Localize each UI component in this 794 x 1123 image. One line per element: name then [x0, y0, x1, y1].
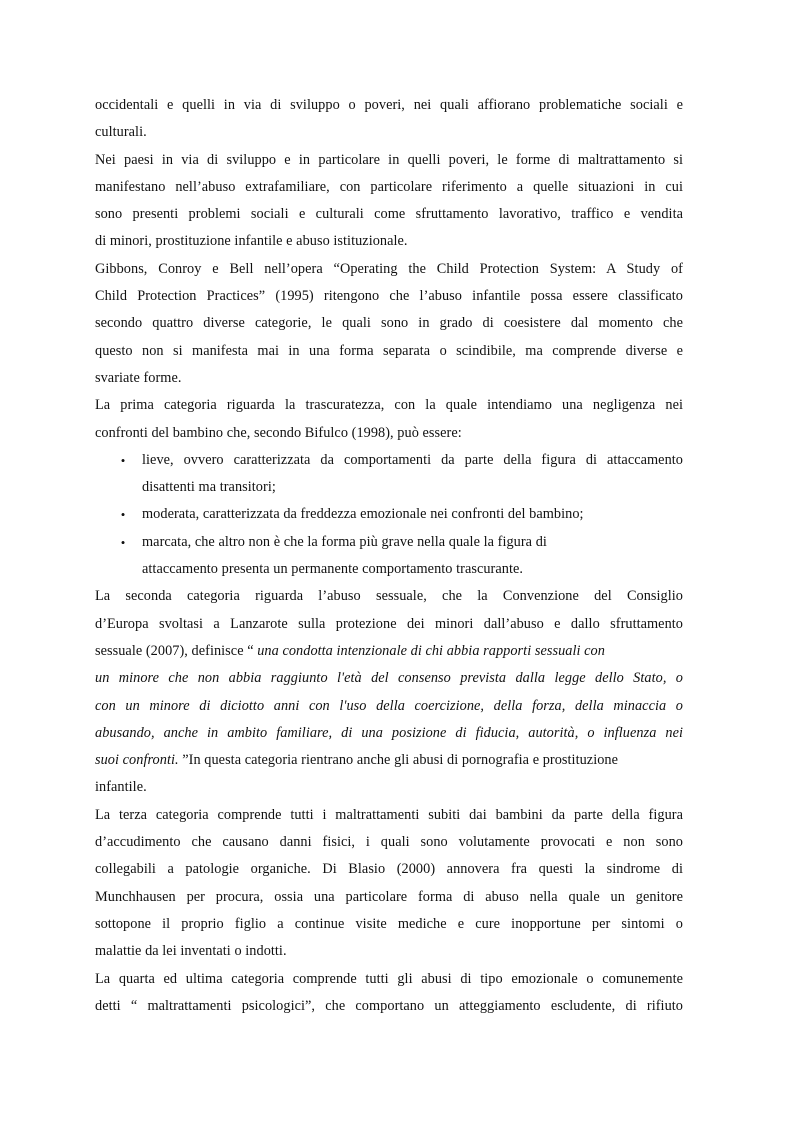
quote-text: abusando, anche in ambito familiare, di una posizione di fiducia, autorità, o influenza nei	[95, 724, 683, 741]
text-line: Nei paesi in via di sviluppo e in particolare in quelli poveri, le forme di maltrattamento si	[95, 151, 683, 168]
text-line: infantile.	[95, 779, 147, 796]
text-line: malattie da lei inventati o indotti.	[95, 943, 287, 960]
bullet-list-item	[95, 447, 683, 474]
text-line: La prima categoria riguarda la trascuratezza, con la quale intendiamo una negligenza nei	[95, 397, 683, 414]
text-line: La seconda categoria riguarda l’abuso sessuale, che la Convenzione del Consiglio	[95, 588, 683, 605]
quote-text: una condotta intenzionale di chi abbia rapporti sessuali con	[257, 642, 605, 659]
bullet-text: lieve, ovvero caratterizzata da comportamenti da parte della figura di attaccamento	[142, 451, 683, 468]
bullet-icon: •	[120, 534, 126, 550]
text-line: sottopone il proprio figlio a continue visite mediche e cure inopportune per sintomi o	[95, 915, 683, 932]
text-line: collegabili a patologie organiche. Di Blasio (2000) annovera fra questi la sindrome di	[95, 861, 683, 878]
quote-text: con un minore di diciotto anni con l'uso della coercizione, della forza, della minaccia o	[95, 697, 683, 714]
text-line: confronti del bambino che, secondo Bifulco (1998), può essere:	[95, 424, 462, 441]
text-line: sono presenti problemi sociali e culturali come sfruttamento lavorativo, traffico e vendita	[95, 206, 683, 223]
text-line-mixed	[95, 638, 683, 665]
text-line: di minori, prostituzione infantile e abuso istituzionale.	[95, 233, 408, 250]
bullet-icon: •	[120, 507, 126, 523]
text-span: ”In questa categoria rientrano anche gli abusi di pornografia e prostituzione	[178, 752, 619, 769]
text-line: svariate forme.	[95, 369, 182, 386]
text-line: d’accudimento che causano danni fisici, i quali sono volutamente provocati e non sono	[95, 834, 683, 851]
text-line: d’Europa svoltasi a Lanzarote sulla protezione dei minori dall’abuso e dallo sfruttamento	[95, 615, 683, 632]
document-page	[95, 92, 683, 1020]
text-line: La terza categoria comprende tutti i maltrattamenti subiti dai bambini da parte della figura	[95, 806, 683, 823]
bullet-text: marcata, che altro non è che la forma più grave nella quale la figura di	[142, 533, 547, 550]
text-span: sessuale (2007), definisce “	[95, 642, 258, 659]
bullet-icon: •	[120, 452, 126, 468]
bullet-list-item	[95, 529, 683, 556]
text-line: Munchhausen per procura, ossia una particolare forma di abuso nella quale un genitore	[95, 888, 683, 905]
text-line: occidentali e quelli in via di sviluppo o poveri, nei quali affiorano problematiche sociali e	[95, 97, 683, 113]
text-line: La quarta ed ultima categoria comprende tutti gli abusi di tipo emozionale o comunemente	[95, 970, 683, 987]
text-line: questo non si manifesta mai in una forma separata o scindibile, ma comprende diverse e	[95, 342, 683, 359]
text-line: Child Protection Practices” (1995) ritengono che l’abuso infantile possa essere classificato	[95, 288, 683, 305]
bullet-text-continuation: attaccamento presenta un permanente comportamento trascurante.	[142, 561, 523, 578]
text-line: culturali.	[95, 124, 147, 141]
text-line: Gibbons, Conroy e Bell nell’opera “Operating the Child Protection System: A Study of	[95, 260, 683, 277]
text-line-mixed	[95, 747, 683, 774]
text-line: detti “ maltrattamenti psicologici”, che comportano un atteggiamento escludente, di rifiuto	[95, 997, 683, 1014]
text-line: secondo quattro diverse categorie, le quali sono in grado di coesistere dal momento che	[95, 315, 683, 332]
text-line: manifestano nell’abuso extrafamiliare, con particolare riferimento a quelle situazioni in cui	[95, 178, 683, 195]
quote-text: un minore che non abbia raggiunto l'età del consenso prevista dalla legge dello Stato, o	[95, 670, 683, 687]
bullet-list-item	[95, 501, 683, 528]
bullet-text: moderata, caratterizzata da freddezza emozionale nei confronti del bambino;	[142, 506, 584, 523]
quote-text: suoi confronti.	[95, 752, 179, 769]
bullet-text-continuation: disattenti ma transitori;	[142, 479, 276, 496]
